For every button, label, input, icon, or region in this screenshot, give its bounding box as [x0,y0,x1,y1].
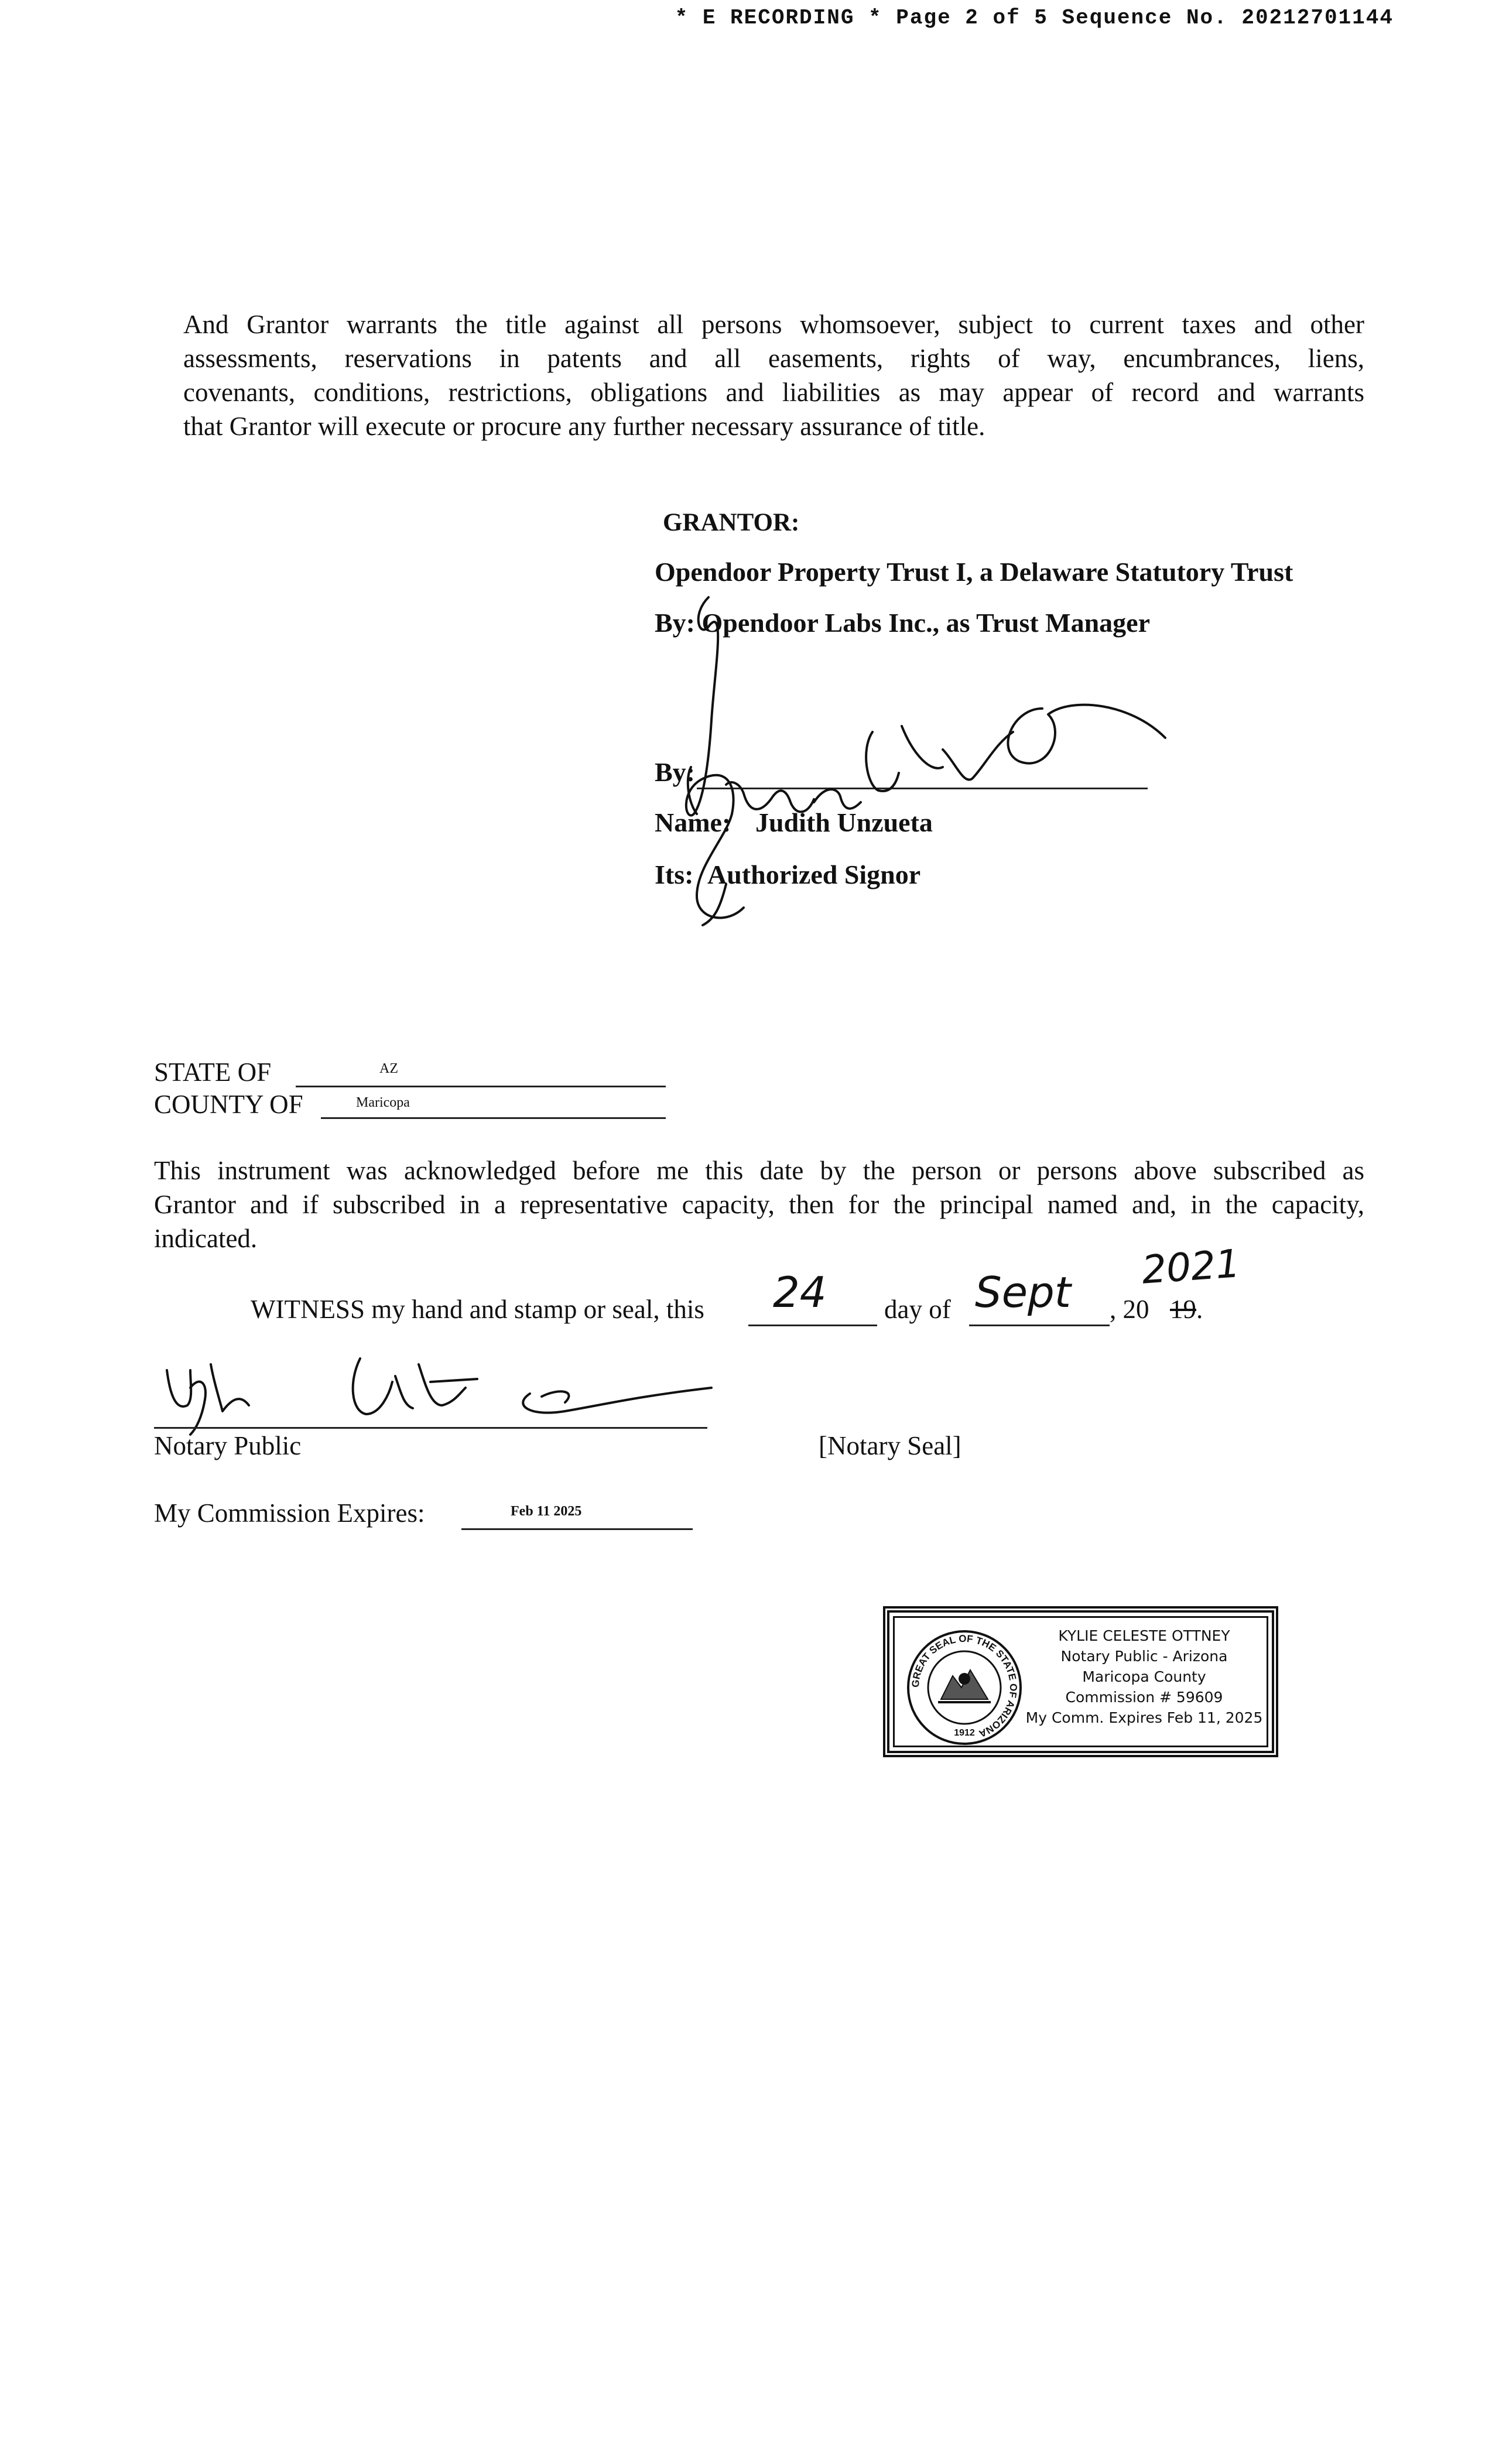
grantor-entity: Opendoor Property Trust I, a Delaware Statutory Trust [655,557,1293,587]
acknowledgment-line: This instrument was acknowledged before me this date by the person or persons above subscribed as [154,1156,1364,1185]
grantor-heading: GRANTOR: [663,509,800,536]
stamp-line: Maricopa County [1082,1668,1206,1685]
signer-name: Judith Unzueta [755,807,933,837]
notary-signature-line [154,1427,707,1429]
stamp-text [1015,1625,1273,1728]
month-value: Sept [975,1268,1071,1317]
name-label: Name: [655,807,731,837]
grantor-by-manager: By: Opendoor Labs Inc., as Trust Manager [655,608,1150,638]
commission-label: My Commission Expires: [154,1498,425,1528]
year-suffix: . [1196,1295,1203,1324]
seal-year: 1912 [954,1728,975,1738]
year-prefix: , 20 [1110,1295,1149,1324]
warranty-paragraph [183,307,1364,443]
acknowledgment-line: indicated. [154,1224,258,1253]
warranty-line: covenants, conditions, restrictions, obligations and liabilities as may appear of record and warrants [183,378,1364,407]
witness-prefix: WITNESS my hand and stamp or seal, this [251,1295,704,1324]
stamp-line: My Comm. Expires Feb 11, 2025 [1025,1709,1263,1726]
its-label: Its: [655,860,694,889]
year-handwritten: 2021 [1140,1241,1242,1293]
acknowledgment-line: Grantor and if subscribed in a representative capacity, then for the principal named and, in the capacity, [154,1190,1364,1219]
year-struck: 19 [1170,1295,1196,1324]
county-label: COUNTY OF [154,1090,303,1119]
signer-title: Authorized Signor [707,860,921,889]
stamp-line: KYLIE CELESTE OTTNEY [1058,1627,1230,1644]
notary-label: Notary Public [154,1431,302,1460]
stamp-line: Commission # 59609 [1065,1689,1223,1706]
state-label: STATE OF [154,1058,272,1087]
stamp-line: Notary Public - Arizona [1060,1648,1228,1665]
by-label: By: [655,757,695,787]
day-value: 24 [773,1268,827,1317]
notary-stamp [883,1606,1278,1757]
state-seal-icon [906,1629,1023,1746]
notary-seal-label: [Notary Seal] [819,1431,961,1460]
day-of-label: day of [884,1295,951,1324]
warranty-line: that Grantor will execute or procure any further necessary assurance of title. [183,412,985,441]
seal-ring-text: GREAT SEAL OF THE STATE OF ARIZONA [909,1633,1019,1740]
state-value: AZ [379,1061,398,1076]
recording-header: * E RECORDING * Page 2 of 5 Sequence No. 20212701144 [675,6,1394,30]
warranty-line: assessments, reservations in patents and all easements, rights of way, encumbrances, liens, [183,344,1364,373]
state-field [296,1059,666,1087]
acknowledgment-paragraph [154,1154,1364,1255]
county-value: Maricopa [356,1095,410,1110]
commission-value: Feb 11 2025 [511,1504,582,1519]
grantor-signature [638,591,1195,931]
warranty-line: And Grantor warrants the title against all persons whomsoever, subject to current taxes and other [183,310,1364,339]
